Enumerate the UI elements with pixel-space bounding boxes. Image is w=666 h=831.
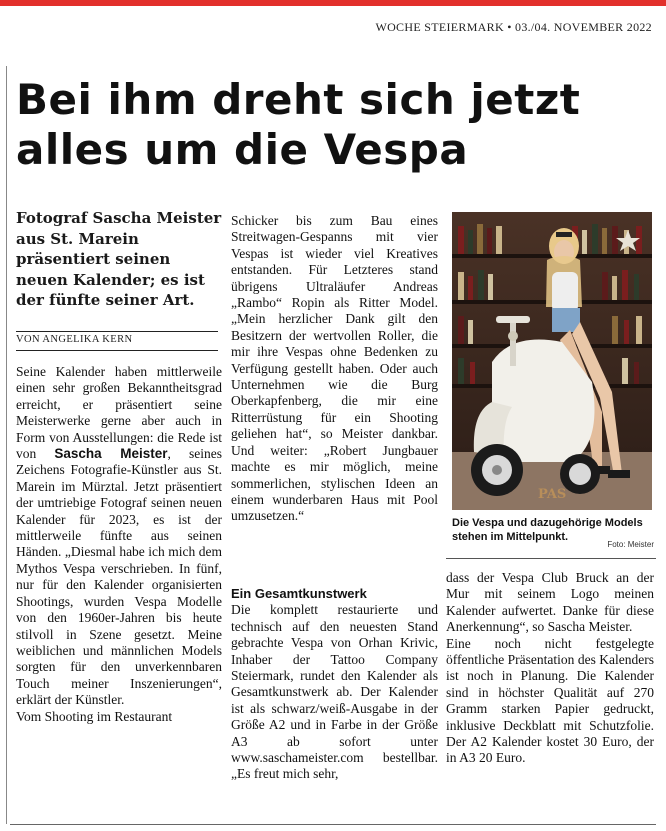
photo-caption: Die Vespa und dazugehörige Models stehen im Mittelpunkt.	[452, 517, 643, 543]
photo-logo: PAS	[538, 487, 567, 502]
publication-header: WOCHE STEIERMARK • 03./04. NOVEMBER 2022	[375, 20, 652, 34]
column-1	[16, 364, 222, 725]
article-headline	[16, 75, 656, 175]
vespa-photo	[452, 212, 652, 510]
column-2-paragraph-1: Schicker bis zum Bau eines Streitwagen-Gespanns mit vier Vespas ist wieder viel Kreatives entstanden. Für Letzteres stand übrigens Ultraläufer Andreas „Rambo“ Ropin als Ritter Model. „Mein herzlicher Dank gilt den Besitzern der wertvollen Roller, die mir ihre Vespas ohne Bedenken zu Verfügung gestellt haben. Oder auch Unternehmen wie die Burg Oberkapfenberg, die mir eine Ritterrüstung für ein Shooting geliehen hat“, so Meister dankbar. Und weiter: „Robert Jungbauer machte es mir möglich, meine sommerlichen, stylischen Ideen an einem wunderbaren Haus mit Pool umzusetzen.“	[231, 213, 438, 524]
author-rule-bottom	[16, 350, 218, 351]
photo-credit: Foto: Meister	[607, 540, 654, 549]
column-2-paragraph-2: Die komplett restaurierte und technisch auf den neuesten Stand gebrachte Vespa von Orhan Krivic, Inhaber der Tattoo Company Steiermark, rundet den Kalender als Gesamtkunstwerk ab. Der Kalender ist als schwarz/weiß-Ausgabe in der Größe A2 und in Farbe in der Größe A3 ab sofort unter www.saschameister.com bestellbar. „Es freut mich sehr,	[231, 602, 438, 782]
column-2-lower	[231, 586, 438, 783]
column-3-paragraph-2: Eine noch nicht festgelegte öffentliche Präsentation des Kalenders ist noch in Planung. Die Kalender sind in höchster Qualität auf 270 Gramm starken Papier gedruckt, inklusive Deckblatt mit Schutzfolie. Der A2 Kalender kostet 30 Euro, der in A3 20 Euro.	[446, 635, 654, 766]
caption-rule	[446, 558, 656, 559]
column-1-paragraph-1: Seine Kalender haben mittlerweile einen sehr großen Bekanntheitsgrad erreicht, er präsentiert seine Meisterwerke gerne aber auch in Form von Ausstellungen: die Rede ist von Sascha Meister, seines Zeichens Fotografie-Künstler aus St. Marein im Mürztal. Jetzt präsentiert der umtriebige Fotograf seinen neuen Kalender für 2023, es ist der mittlerweile fünfte aus seinen Händen. „Diesmal habe ich mich dem Mythos Vespa verschrieben. In fünf, nur für den Kalender organisierten Shootings, wurden Vespa Modelle von den 1960er-Jahren bis heute stilvoll in Szene gesetzt. Meine weiblichen und männlichen Models sorgten für den unverkennbaren Touch meiner Inszenierungen“, erklärt der Künstler.	[16, 364, 222, 708]
column-3-paragraph-1: dass der Vespa Club Bruck an der Mur mit seinem Logo meinen Kalender aufwertet. Danke für diese Anerkennung“, so Sascha Meister.	[446, 570, 654, 635]
column-2	[231, 213, 438, 525]
author-byline: VON ANGELIKA KERN	[16, 334, 133, 345]
headline-line-2: alles um die Vespa	[16, 125, 469, 174]
section-subhead: Ein Gesamtkunstwerk	[231, 586, 367, 601]
bottom-rule	[10, 824, 656, 825]
headline-line-1: Bei ihm dreht sich jetzt	[16, 75, 581, 124]
article-lead: Fotograf Sascha Meister aus St. Marein präsentiert seinen neuen Kalender; es ist der fünfte seiner Art.	[16, 209, 222, 309]
column-3	[446, 570, 654, 767]
column-1-paragraph-2: Vom Shooting im Restaurant	[16, 708, 173, 724]
left-border-rule	[6, 66, 7, 824]
vespa-photo-illustration	[452, 212, 652, 510]
top-accent-rule	[0, 0, 666, 6]
person-name: Sascha Meister	[54, 446, 168, 462]
author-rule-top	[16, 331, 218, 332]
